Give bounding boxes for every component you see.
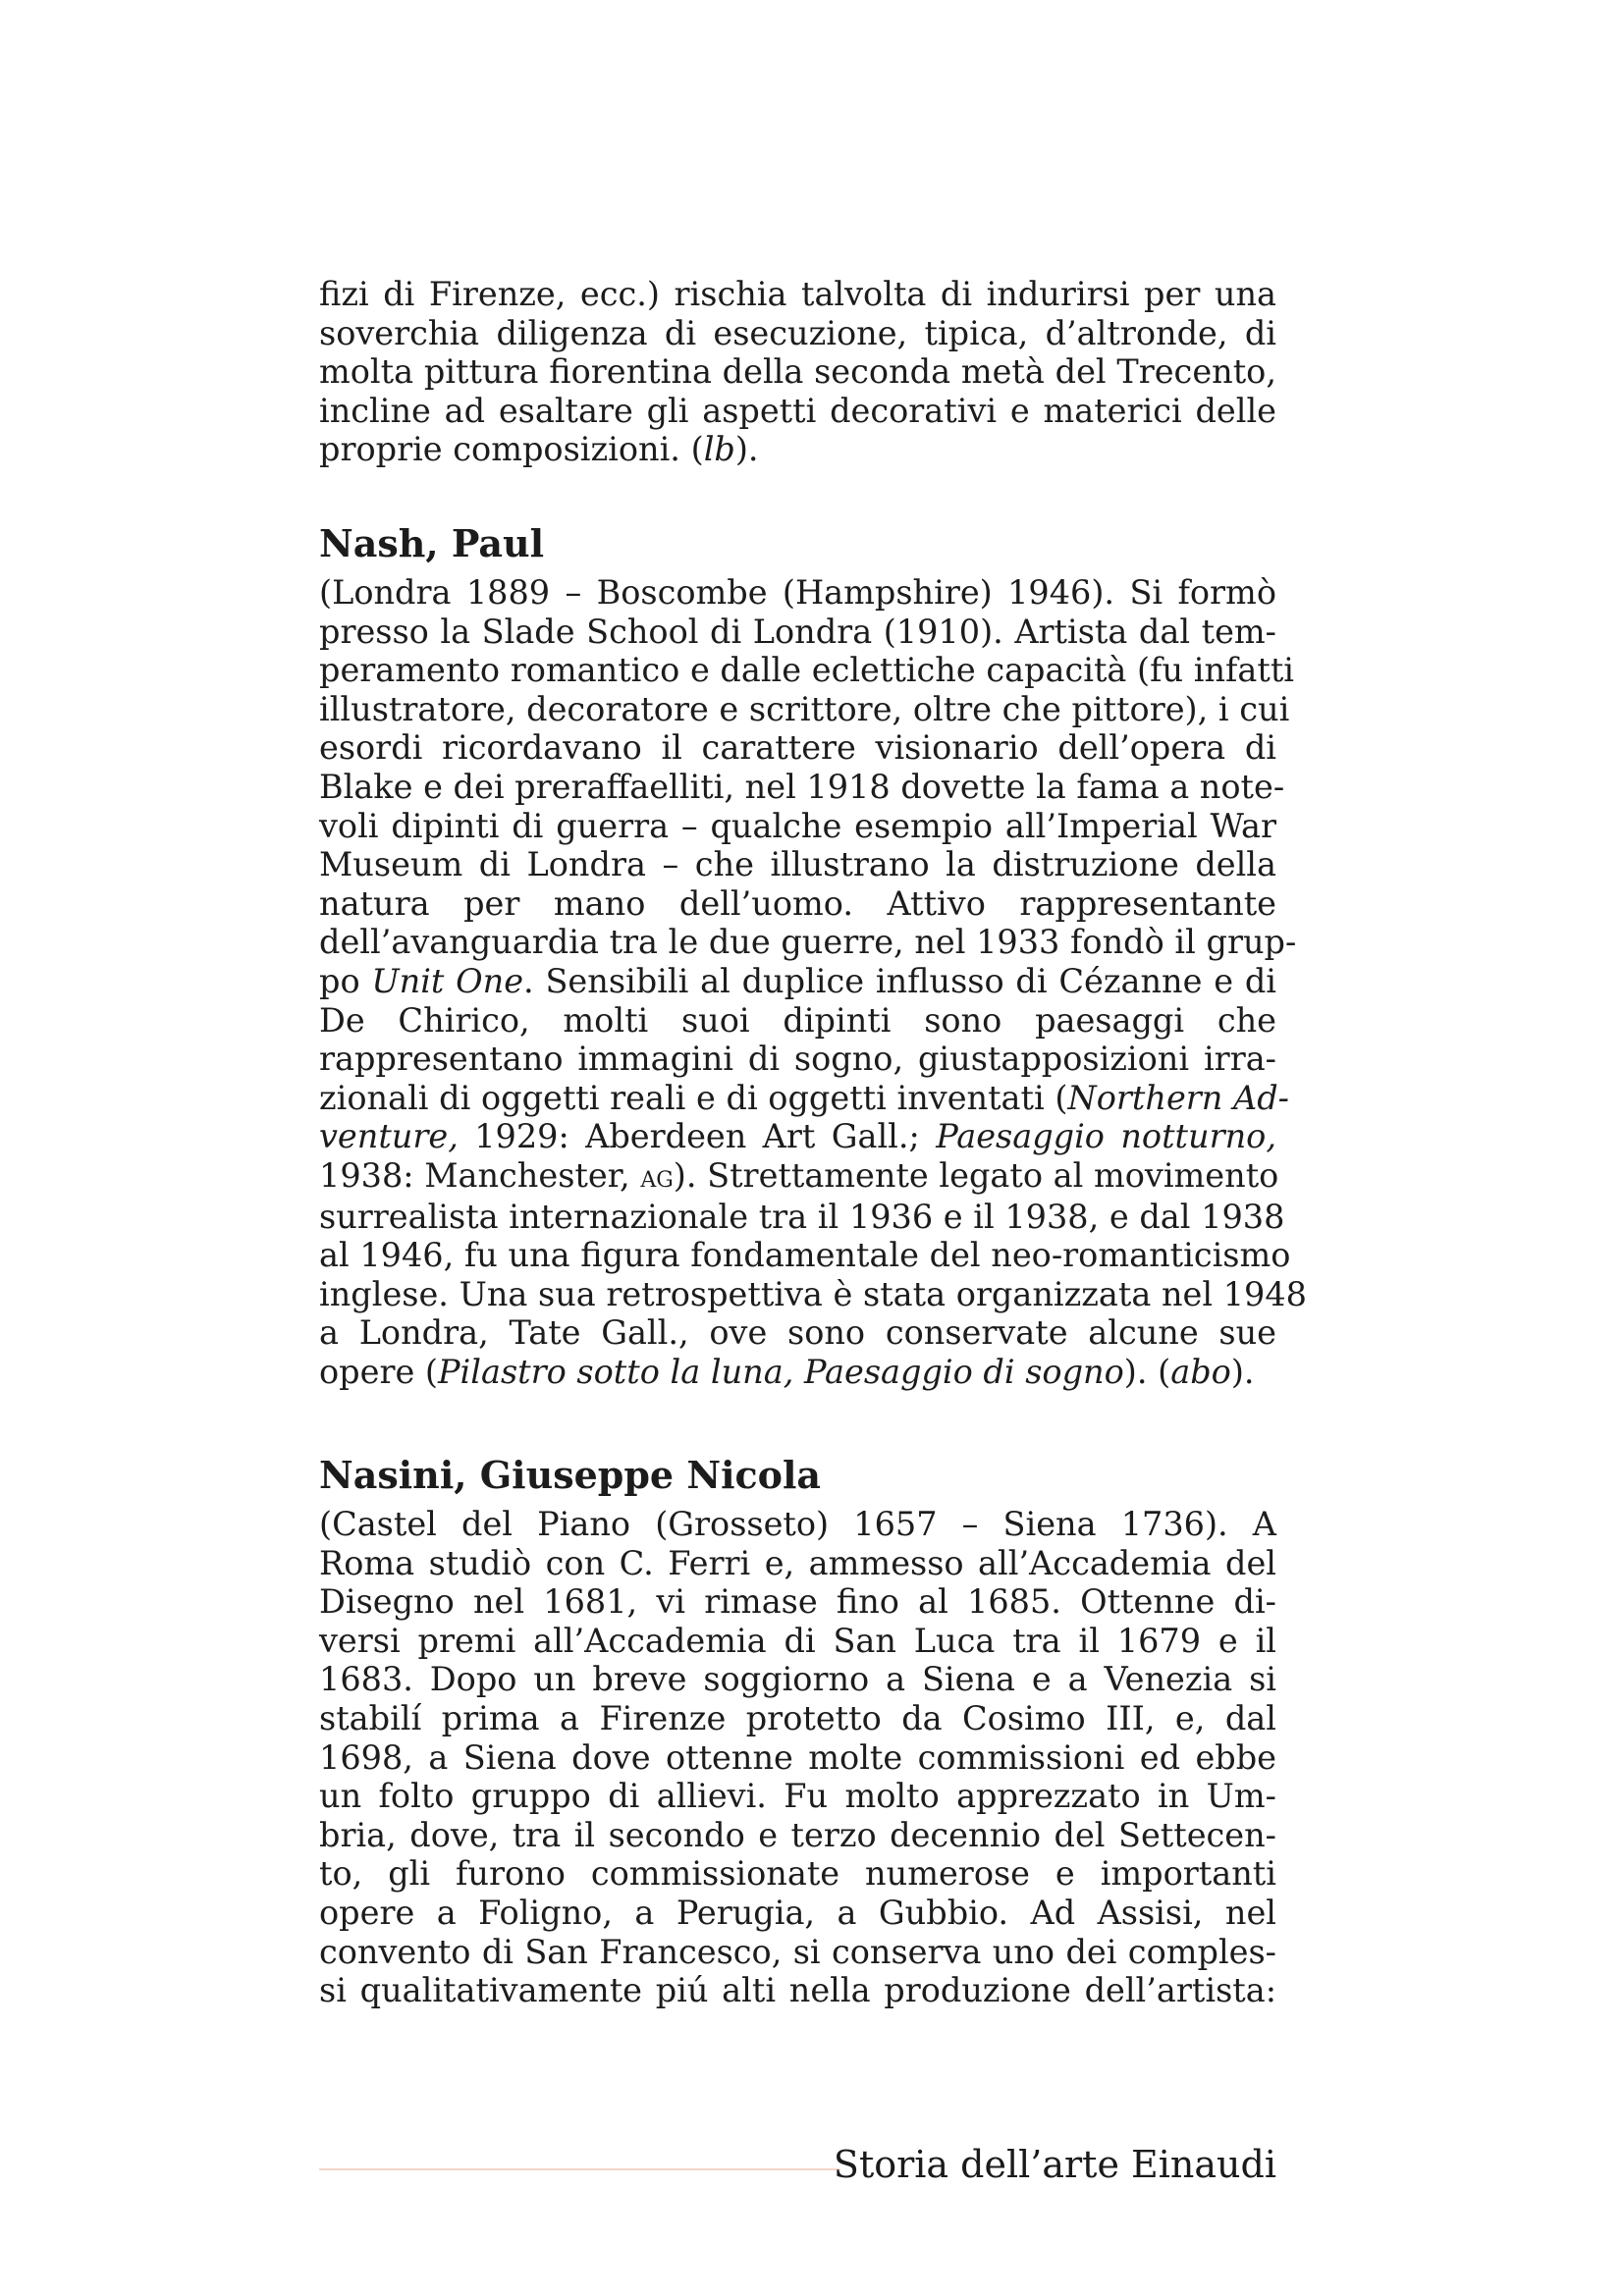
- text-line: (Castel del Piano (Grosseto) 1657 – Siena 1736). A: [319, 1505, 1276, 1543]
- text-line: venture, 1929: Aberdeen Art Gall.; Paesaggio notturno,: [319, 1117, 1276, 1156]
- text-line: un folto gruppo di allievi. Fu molto apprezzato in Um-: [319, 1777, 1276, 1816]
- author-initials: abo: [1170, 1352, 1231, 1391]
- work-title: Unit One: [371, 961, 524, 1000]
- text-line: De Chirico, molti suoi dipinti sono paesaggi che: [319, 1000, 1276, 1040]
- text-line: (Londra 1889 – Boscombe (Hampshire) 1946). Si formò: [319, 573, 1276, 612]
- work-title: Northern Ad-: [1067, 1078, 1289, 1117]
- text-line: to, gli furono commissionate numerose e importanti: [319, 1854, 1276, 1894]
- entry-body-nasini: [319, 1505, 1276, 2010]
- text-line: dell’avanguardia tra le due guerre, nel 1933 fondò il grup-: [319, 923, 1297, 962]
- text-line: fizi di Firenze, ecc.) rischia talvolta di indurirsi per una: [319, 275, 1276, 313]
- footer-publisher: Storia dell’arte Einaudi: [833, 2143, 1276, 2186]
- text-line: surrealista internazionale tra il 1936 e il 1938, e dal 1938: [319, 1197, 1285, 1236]
- text-line: al 1946, fu una figura fondamentale del neo-romanticismo: [319, 1236, 1291, 1275]
- text-line: si qualitativamente piú alti nella produzione dell’artista:: [319, 1971, 1276, 2010]
- text-line: versi premi all’Accademia di San Luca tra il 1679 e il: [319, 1621, 1276, 1660]
- footer-rule: [319, 2168, 839, 2170]
- entry-heading-nash: Nash, Paul: [319, 521, 545, 565]
- text-line: Roma studiò con C. Ferri e, ammesso all’Accademia del: [319, 1543, 1276, 1582]
- text-line: bria, dove, tra il secondo e terzo decennio del Settecen-: [319, 1815, 1276, 1854]
- work-title: Pilastro sotto la luna, Paesaggio di sogno: [438, 1352, 1124, 1391]
- text-line: 1683. Dopo un breve soggiorno a Siena e a Venezia si: [319, 1660, 1276, 1699]
- work-title: Paesaggio notturno,: [936, 1117, 1276, 1156]
- text-line: Museum di Londra – che illustrano la distruzione della: [319, 845, 1276, 884]
- text-line: inglese. Una sua retrospettiva è stata organizzata nel 1948: [319, 1274, 1307, 1313]
- continuation-paragraph: [319, 275, 1276, 469]
- text-line: zionali di oggetti reali e di oggetti inventati (Northern Ad-: [319, 1078, 1289, 1117]
- text-line: voli dipinti di guerra – qualche esempio all’Imperial War: [319, 806, 1276, 845]
- text-line: soverchia diligenza di esecuzione, tipica, d’altronde, di: [319, 313, 1276, 352]
- text-line: natura per mano dell’uomo. Attivo rappresentante: [319, 883, 1276, 923]
- entry-heading-nasini: Nasini, Giuseppe Nicola: [319, 1453, 822, 1497]
- text-line: opere a Foligno, a Perugia, a Gubbio. Ad Assisi, nel: [319, 1893, 1276, 1932]
- text-line: presso la Slade School di Londra (1910). Artista dal tem-: [319, 612, 1276, 651]
- text-line: illustratore, decoratore e scrittore, oltre che pittore), i cui: [319, 689, 1290, 728]
- text-line: proprie composizioni. (lb).: [319, 430, 759, 469]
- text-line: stabilí prima a Firenze protetto da Cosimo III, e, dal: [319, 1698, 1276, 1737]
- text-line: po Unit One. Sensibili al duplice influsso di Cézanne e di: [319, 961, 1276, 1000]
- text-line: Blake e dei preraffaelliti, nel 1918 dovette la fama a note-: [319, 767, 1285, 806]
- author-initials: lb: [703, 430, 735, 469]
- work-title: venture,: [319, 1117, 459, 1156]
- text-line: Disegno nel 1681, vi rimase fino al 1685. Ottenne di-: [319, 1582, 1276, 1622]
- text-line: incline ad esaltare gli aspetti decorativi e materici delle: [319, 391, 1276, 430]
- text-line: 1698, a Siena dove ottenne molte commissioni ed ebbe: [319, 1737, 1276, 1777]
- text-line: esordi ricordavano il carattere visionario dell’opera di: [319, 728, 1276, 768]
- text-line: peramento romantico e dalle eclettiche capacità (fu infatti: [319, 651, 1295, 690]
- text-line: convento di San Francesco, si conserva uno dei comples-: [319, 1932, 1276, 1971]
- abbreviation: ag: [640, 1158, 674, 1195]
- text-line: 1938: Manchester, ag). Strettamente legato al movimento: [319, 1155, 1279, 1195]
- text-line: opere (Pilastro sotto la luna, Paesaggio di sogno). (abo).: [319, 1352, 1255, 1391]
- text-line: rappresentano immagini di sogno, giustapposizioni irra-: [319, 1040, 1276, 1079]
- text-line: a Londra, Tate Gall., ove sono conservate alcune sue: [319, 1313, 1276, 1353]
- entry-body-nash: [319, 573, 1307, 1391]
- text-line: molta pittura fiorentina della seconda metà del Trecento,: [319, 352, 1276, 392]
